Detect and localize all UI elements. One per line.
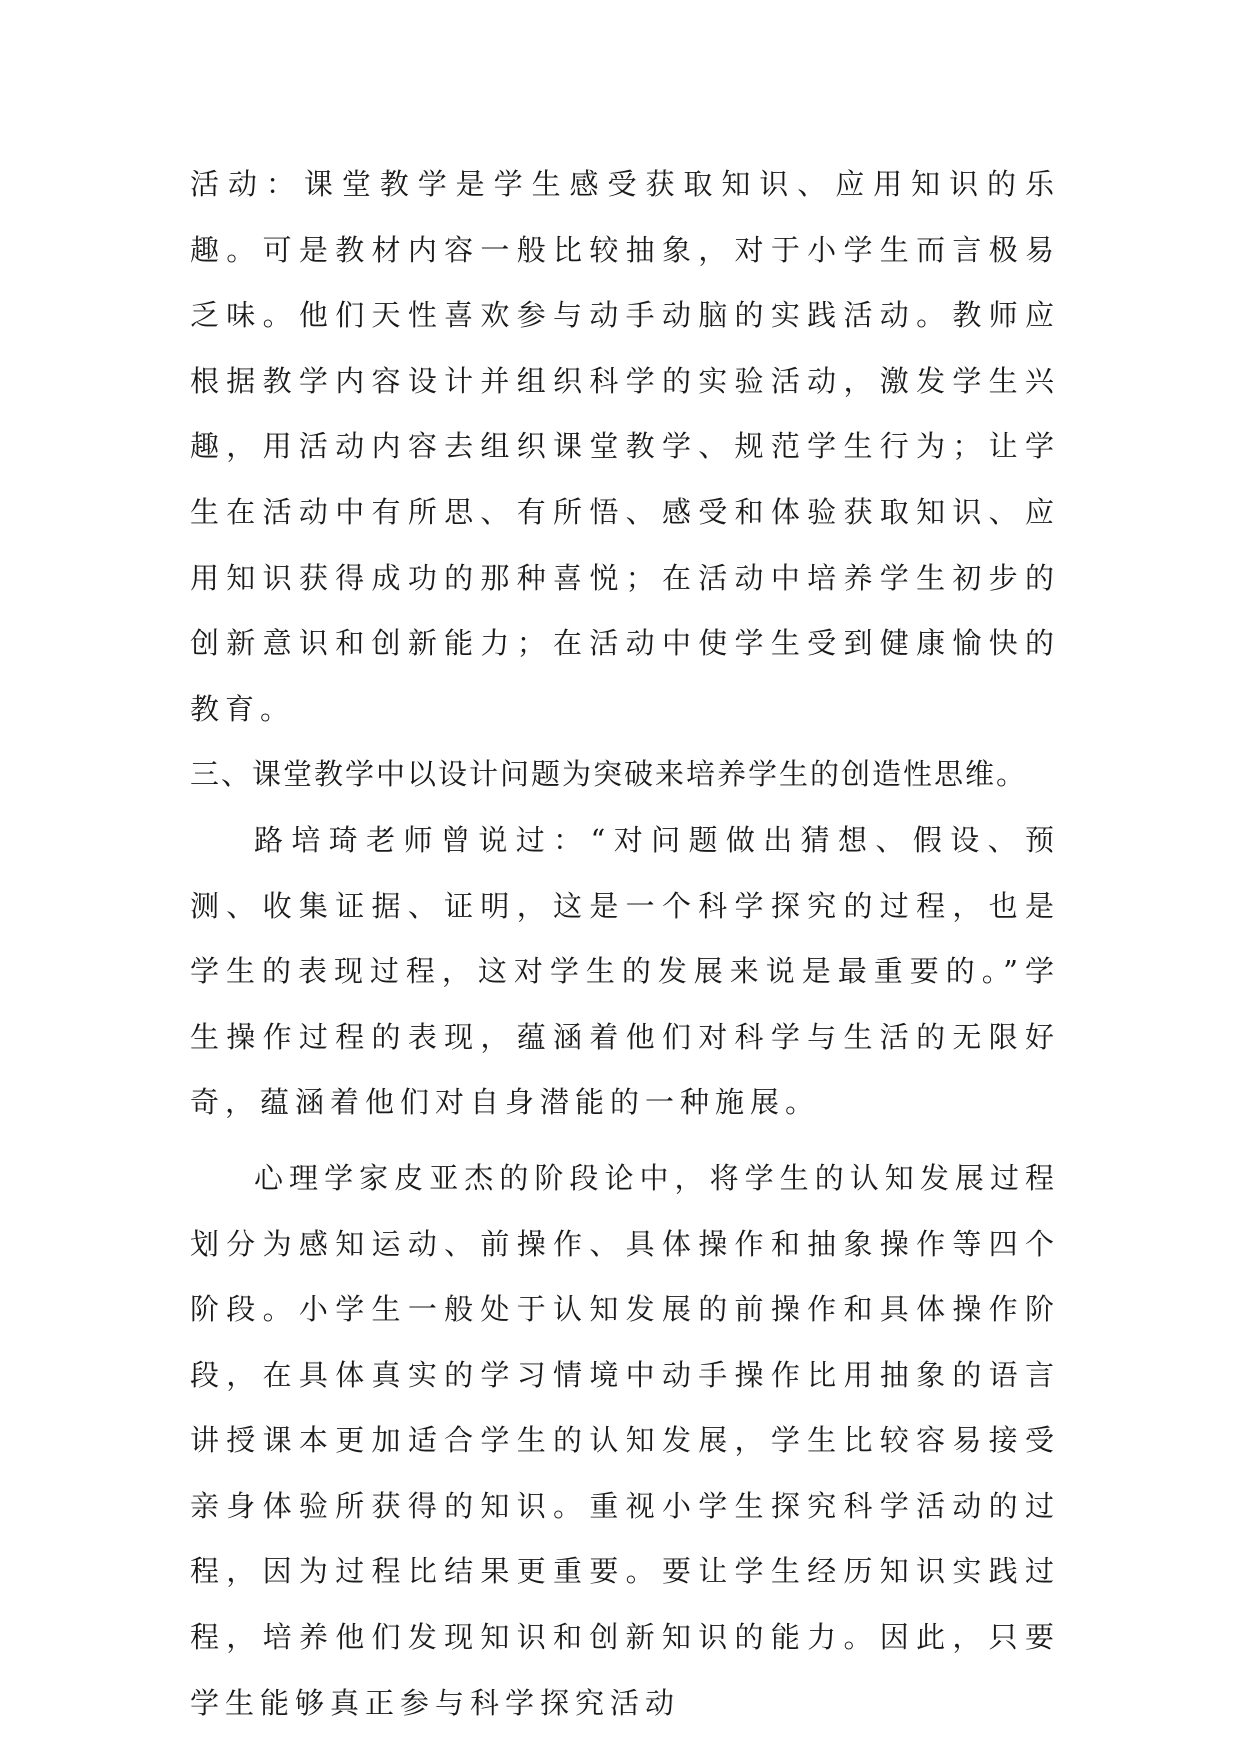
body-text bbox=[190, 152, 1060, 1736]
paragraph-lu-peiqi-quote: 路培琦老师曾说过：“对问题做出猜想、假设、预测、收集证据、证明，这是一个科学探究的过程，也是学生的表现过程，这对学生的发展来说是最重要的。”学生操作过程的表现，蕴涵着他们对科学与生活的无限好奇，蕴涵着他们对自身潜能的一种施展。 bbox=[190, 822, 1060, 1120]
paragraph-piaget-stages: 心理学家皮亚杰的阶段论中，将学生的认知发展过程划分为感知运动、前操作、具体操作和抽象操作等四个阶段。小学生一般处于认知发展的前操作和具体操作阶段，在具体真实的学习情境中动手操作比用抽象的语言讲授课本更加适合学生的认知发展，学生比较容易接受亲身体验所获得的知识。重视小学生探究科学活动的过程，因为过程比结果更重要。要让学生经历知识实践过程，培养他们发现知识和创新知识的能力。因此，只要学生能够真正参与科学探究活动 bbox=[190, 1160, 1060, 1720]
section-heading-three: 三、课堂教学中以设计问题为突破来培养学生的创造性思维。 bbox=[190, 757, 1028, 792]
paragraph-activity-continuation: 活动：课堂教学是学生感受获取知识、应用知识的乐趣。可是教材内容一般比较抽象，对于小学生而言极易乏味。他们天性喜欢参与动手动脑的实践活动。教师应根据教学内容设计并组织科学的实验活动，激发学生兴趣，用活动内容去组织课堂教学、规范学生行为；让学生在活动中有所思、有所悟、感受和体验获取知识、应用知识获得成功的那种喜悦；在活动中培养学生初步的创新意识和创新能力；在活动中使学生受到健康愉快的教育。 bbox=[190, 167, 1060, 726]
